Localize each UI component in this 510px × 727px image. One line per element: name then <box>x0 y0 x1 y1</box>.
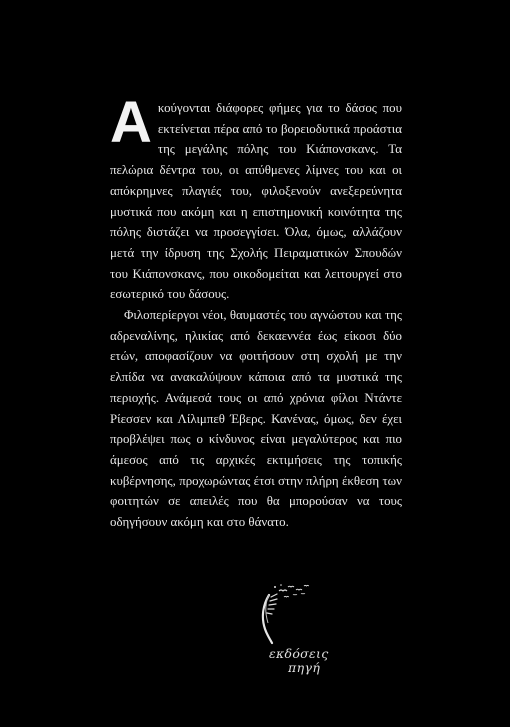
feather-birds-logo-icon <box>255 583 325 649</box>
synopsis-paragraph-1 <box>110 90 402 305</box>
publisher-name-line-1: εκδόσεις <box>269 646 329 661</box>
synopsis-paragraph-2: Φιλοπερίεργοι νέοι, θαυμαστές του αγνώστου και της αδρεναλίνης, ηλικίας από δεκαεννέα έως είκοσι δύο ετών, αποφασίζουν να φοιτήσουν στη σχολή με την ελπίδα να ανακαλύψουν κάποια από τα μυστικά της περιοχής. Ανάμεσά τους οι από χρόνια φίλοι Ντάντε Ρίεσσεν και Λίλιμπεθ Έβερς. Κανένας, όμως, δεν έχει προβλέψει πως ο κίνδυνος είναι μεγαλύτερος και πιο άμεσος από τις αρχικές εκτιμήσεις της τοπικής κυβέρνησης, προχωρώντας έτσι στην πλήρη έκθεση των φοιτητών σε απειλές που θα μπορούσαν να τους οδηγήσουν ακόμη και στο θάνατο. <box>110 308 402 530</box>
synopsis-text-block <box>110 90 402 533</box>
synopsis-paragraph-1-text: κούγονται διάφορες φήμες για το δάσος που εκτείνεται πέρα από το βορειοδυτικά προάστια της μεγάλης πόλης του Κιάπονσκανς. Τα πελώρια δέντρα του, οι απύθμενες λίμνες του και οι απόκρημνες πλαγιές του, φιλοξενούν ανεξερεύνητα μυστικά που ακόμη και η επιστημονική κοινότητα της πόλης διστάζει να προσεγγίσει. Όλα, όμως, αλλάζουν μετά την ίδρυση της Σχολής Πειραματικών Σπουδών του Κιάπονσκανς, που οικοδομείται και λειτουργεί στο εσωτερικό του δάσους. <box>110 101 402 302</box>
publisher-name-line-2: πηγή <box>288 660 321 675</box>
drop-cap-letter: Α <box>110 90 152 155</box>
publisher-logo <box>255 583 329 683</box>
